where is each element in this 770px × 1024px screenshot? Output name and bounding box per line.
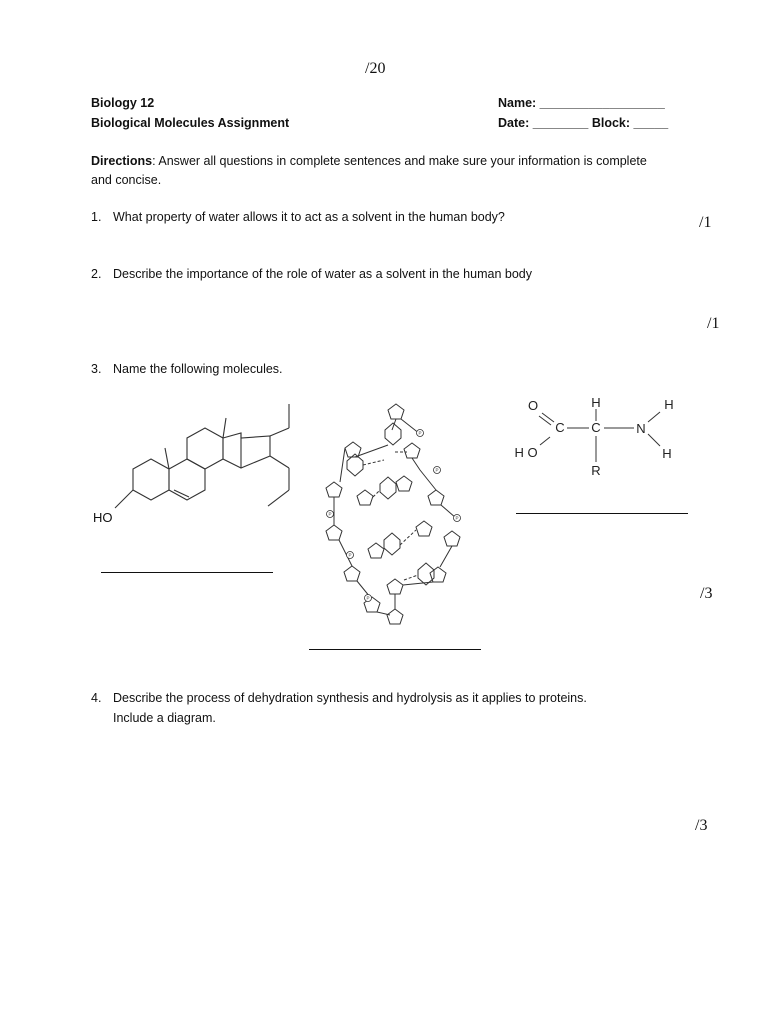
directions-label: Directions [91, 154, 153, 168]
total-score: /20 [365, 60, 386, 77]
question-4-text-line2: Include a diagram. [113, 711, 216, 725]
steroid-answer-line[interactable] [101, 572, 273, 573]
phosphate-label: P [328, 511, 332, 517]
question-2-text: Describe the importance of the role of water as a solvent in the human body [113, 267, 532, 281]
question-3-number: 3. [91, 362, 102, 376]
carboxyl-carbon-label: C [555, 420, 565, 435]
assignment-title: Biological Molecules Assignment [91, 116, 290, 130]
question-1-text: What property of water allows it to act as a solvent in the human body? [113, 210, 505, 224]
question-4-number: 4. [91, 691, 102, 705]
question-2-points: /1 [707, 315, 720, 332]
phosphate-label: P [418, 430, 422, 436]
alpha-carbon-label: C [591, 420, 601, 435]
question-4-points: /3 [695, 817, 708, 834]
phosphate-label: P [366, 595, 370, 601]
r-group-label: R [591, 463, 601, 478]
question-2-number: 2. [91, 267, 102, 281]
phosphate-label: P [435, 467, 439, 473]
question-1-points: /1 [699, 214, 712, 231]
question-1-number: 1. [91, 210, 102, 224]
phosphate-label: P [348, 552, 352, 558]
course-title: Biology 12 [91, 96, 155, 110]
oxygen-label: O [527, 398, 539, 413]
question-4-text: Describe the process of dehydration synthesis and hydrolysis as it applies to proteins. [113, 691, 587, 705]
name-field[interactable]: Name: __________________ [498, 96, 665, 110]
nitrogen-label: N [636, 421, 646, 436]
hydrogen-label: H [662, 446, 672, 461]
dna-answer-line[interactable] [309, 649, 481, 650]
hydrogen-label: H [664, 397, 674, 412]
phosphate-label: P [455, 515, 459, 521]
date-block-field[interactable]: Date: ________ Block: _____ [498, 116, 669, 130]
question-3-points: /3 [700, 585, 713, 602]
hydrogen-label: H [591, 395, 601, 410]
question-3-text: Name the following molecules. [113, 362, 283, 376]
directions-text: : Answer all questions in complete sentences and make sure your information is complete and concise. [91, 154, 647, 187]
hydroxyl-label: H O [514, 445, 538, 460]
amino-acid-answer-line[interactable] [516, 513, 688, 514]
steroid-ho-label: HO [93, 510, 113, 525]
